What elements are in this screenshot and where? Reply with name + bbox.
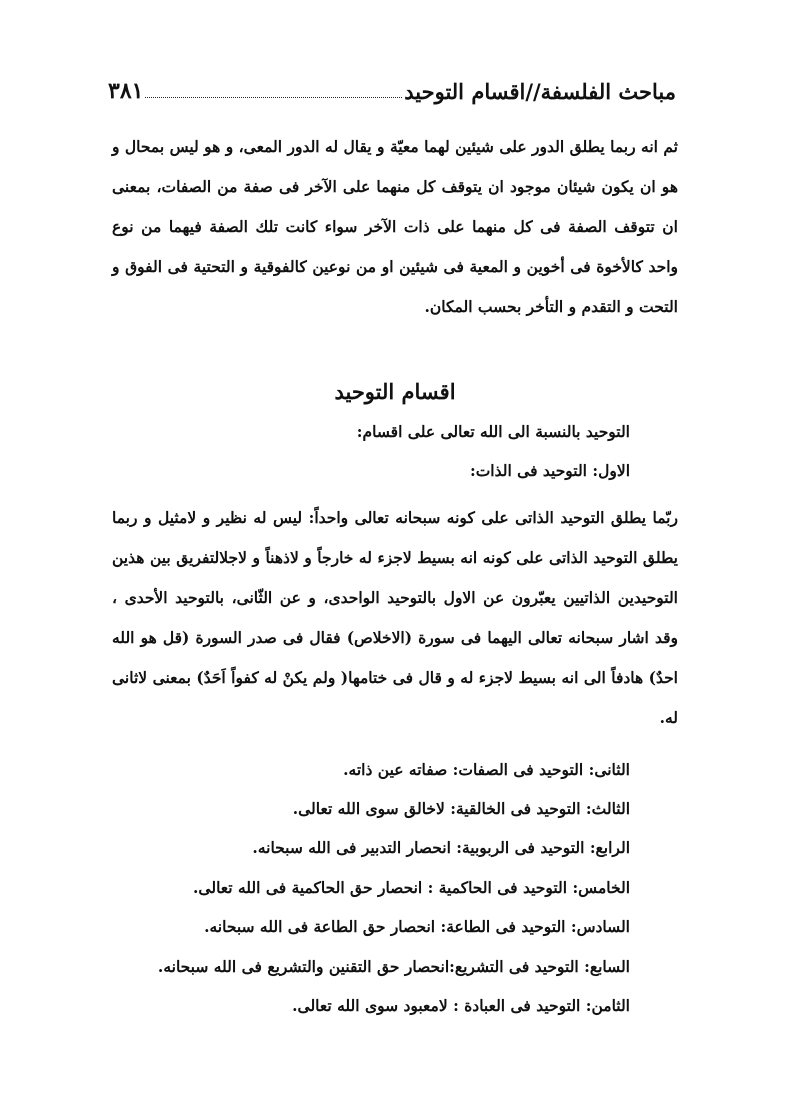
- page-number: ٣٨١: [108, 78, 144, 104]
- first-heading: الاول: التوحيد فى الذات:: [469, 461, 630, 480]
- list-item: الرابع: التوحيد فى الربوبية: انحصار التدبير فى الله سبحانه.: [252, 838, 630, 857]
- list-item: الثانى: التوحيد فى الصفات: صفاته عين ذاته.: [343, 760, 630, 779]
- list-item: الخامس: التوحيد فى الحاكمية : انحصار حق الحاكمية فى الله تعالى.: [193, 878, 630, 897]
- list-item: السابع: التوحيد فى التشريع:انحصار حق التقنين والتشريع فى الله سبحانه.: [157, 957, 630, 976]
- header-leader-dots: [145, 96, 402, 98]
- header-title: مباحث الفلسفة//اقسام التوحيد: [404, 79, 676, 104]
- running-header: [108, 62, 676, 102]
- paragraph-circular-reference: ثم انه ربما يطلق الدور على شيئين لهما معيّة و يقال له الدور المعى، و هو ليس بمحال و هو ان يكون شيئان موجود ان يتوقف كل منهما على الآخر فى صفة من الصفات، بمعنى ان تتوقف الصفة فى كل منهما على ذات الآخر سواء كانت تلك الصفة فيهما من نوع واحد كالأخوة فى أخوين و المعية فى شيئين او من نوعين كالفوقية و التحتية فى الفوق و التحت و التقدم و التأخر بحسب المكان.: [112, 137, 678, 316]
- list-item: الثامن: التوحيد فى العبادة : لامعبود سوى الله تعالى.: [292, 996, 630, 1015]
- list-item: السادس: التوحيد فى الطاعة: انحصار حق الطاعة فى الله سبحانه.: [204, 917, 630, 936]
- intro-line: التوحيد بالنسبة الى الله تعالى على اقسام:: [356, 422, 630, 441]
- paragraph-essence-unity: ربّما يطلق التوحيد الذاتى على كونه سبحانه تعالى واحداً: ليس له نظير و لامثيل و ربما يطلق التوحيد الذاتى على كونه انه بسيط لاجزء له خارجاً و لاذهناً و لاجلالتفريق بين هذين التوحيدين الذاتيين يعبّرون عن الاول بالتوحيد الواحدى، و عن الثّانى، بالتوحيد الأحدى ، وقد اشار سبحانه تعالى اليهما فى سورة (الاخلاص) فقال فى صدر السورة (قل هو الله احدٌ) هادفاً الى انه بسيط لاجزء له و قال فى ختامها( ولم يكنْ له كفواً اَحَدٌ) بمعنى لاثانى له.: [112, 508, 678, 727]
- list-item: الثالث: التوحيد فى الخالقية: لاخالق سوى الله تعالى.: [292, 799, 630, 818]
- section-title: اقسام التوحيد: [334, 379, 456, 404]
